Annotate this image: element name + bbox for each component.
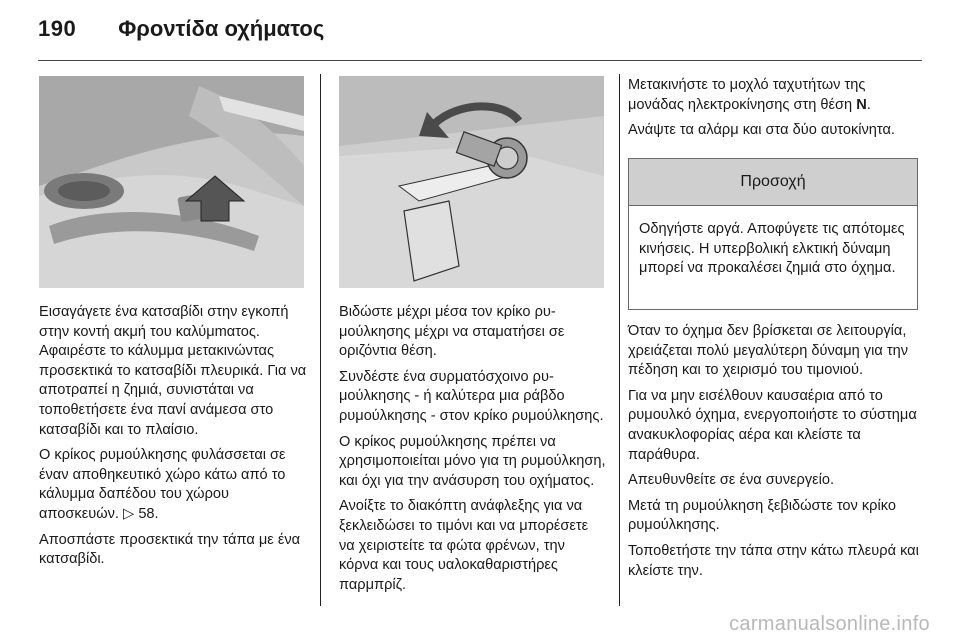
header-rule xyxy=(38,60,922,61)
column-3-top xyxy=(628,76,920,147)
chapter-title: Φροντίδα οχήματος xyxy=(118,16,325,41)
paragraph: Ο κρίκος ρυμούλκησης πρέπει να χρησιμοποιείται μόνο για τη ρυμούλκηση, και όχι για την ανάσυρση του οχήματος. xyxy=(339,433,606,489)
caution-box xyxy=(628,158,918,310)
paragraph: Εισαγάγετε ένα κατσαβίδι στην εγκοπή στην κοντή ακμή του καλύμmατος. Αφαιρέστε το κάλυμμα μετακινώντας προσεκτικά το κατσαβίδι πλευρικά. Για να αποτραπεί η ζημιά, συνιστάται να τοποθετήσετε ένα πανί ανάμεσα στο κατσαβίδι και το πλαίσιο. xyxy=(39,304,307,438)
bumper-cover-arrow-figure xyxy=(39,76,304,288)
page-header xyxy=(38,16,324,52)
paragraph: Για να μην εισέλθουν καυσαέρια από το ρυμουλκό όχημα, ενεργοποιήστε το σύστημα ανακυκλοφορίας αέρα και κλείστε τα παράθυρα. xyxy=(628,387,917,463)
column-1 xyxy=(39,303,307,576)
towing-eye-screw-in-figure xyxy=(339,76,604,288)
column-2 xyxy=(339,303,607,601)
column-3-bottom xyxy=(628,322,920,587)
paragraph: Βιδώστε μέχρι μέσα τον κρίκο ρυμούλκησης μέχρι να σταματήσει σε οριζόντια θέση. xyxy=(339,304,565,360)
column-divider-1 xyxy=(320,74,321,606)
paragraph: Μετά τη ρυμούλκηση ξεβιδώστε τον κρίκο ρυμούλκησης. xyxy=(628,497,896,534)
paragraph-gear: Μετακινήστε το μοχλό ταχυτήτων της μονάδας ηλεκτροκίνησης στη θέση N. xyxy=(628,77,871,113)
watermark: carmanualsonline.info xyxy=(729,613,930,635)
paragraph: Αποσπάστε προσεκτικά την τάπα με ένα κατσαβίδι. xyxy=(39,531,301,568)
gear-text: Μετακινήστε το μοχλό ταχυτήτων της μονάδας ηλεκτροκίνησης στη θέση xyxy=(628,77,866,113)
page-ref-icon: ▷ xyxy=(123,505,135,522)
column-divider-2 xyxy=(619,74,620,606)
page-ref-link[interactable]: 58. xyxy=(138,505,159,522)
storage-text: Ο κρίκος ρυμούλκησης φυλάσσεται σε έναν αποθηκευτικό χώρο κάτω από το κάλυμμα δαπέδου του χώρου αποσκευών. xyxy=(39,447,286,522)
paragraph: Συνδέστε ένα συρματόσχοινο ρυμούλκησης - ή καλύτερα μια ράβδο ρυμούλκησης - στον κρίκο ρυμούλκησης. xyxy=(339,368,604,424)
page-number: 190 xyxy=(38,16,77,41)
paragraph: Ανοίξτε το διακόπτη ανάφλεξης για να ξεκλειδώσει το τιμόνι και να μπορέσετε να χειριστείτε τα φώτα φρένων, την κόρνα και τους υαλοκαθαριστήρες παρμπρίζ. xyxy=(339,498,589,593)
paragraph: Τοποθετήστε την τάπα στην κάτω πλευρά και κλείστε την. xyxy=(628,542,919,579)
paragraph: Όταν το όχημα δεν βρίσκεται σε λειτουργία, χρειάζεται πολύ μεγαλύτερη δύναμη για την πέδηση και το χειρισμό του τιμονιού. xyxy=(628,323,909,379)
paragraph: Ανάψτε τα αλάρμ και στα δύο αυτοκίνητα. xyxy=(628,122,895,139)
caution-title: Προσοχή xyxy=(629,159,917,206)
paragraph-storage xyxy=(39,446,307,524)
gear-position: N xyxy=(856,96,867,113)
paragraph: Απευθυνθείτε σε ένα συνεργείο. xyxy=(628,472,835,489)
caution-body: Οδηγήστε αργά. Αποφύγετε τις απότομες κινήσεις. Η υπερβολική ελκτική δύναμη μπορεί να προκαλέσει ζημιά στο όχημα. xyxy=(639,221,905,277)
